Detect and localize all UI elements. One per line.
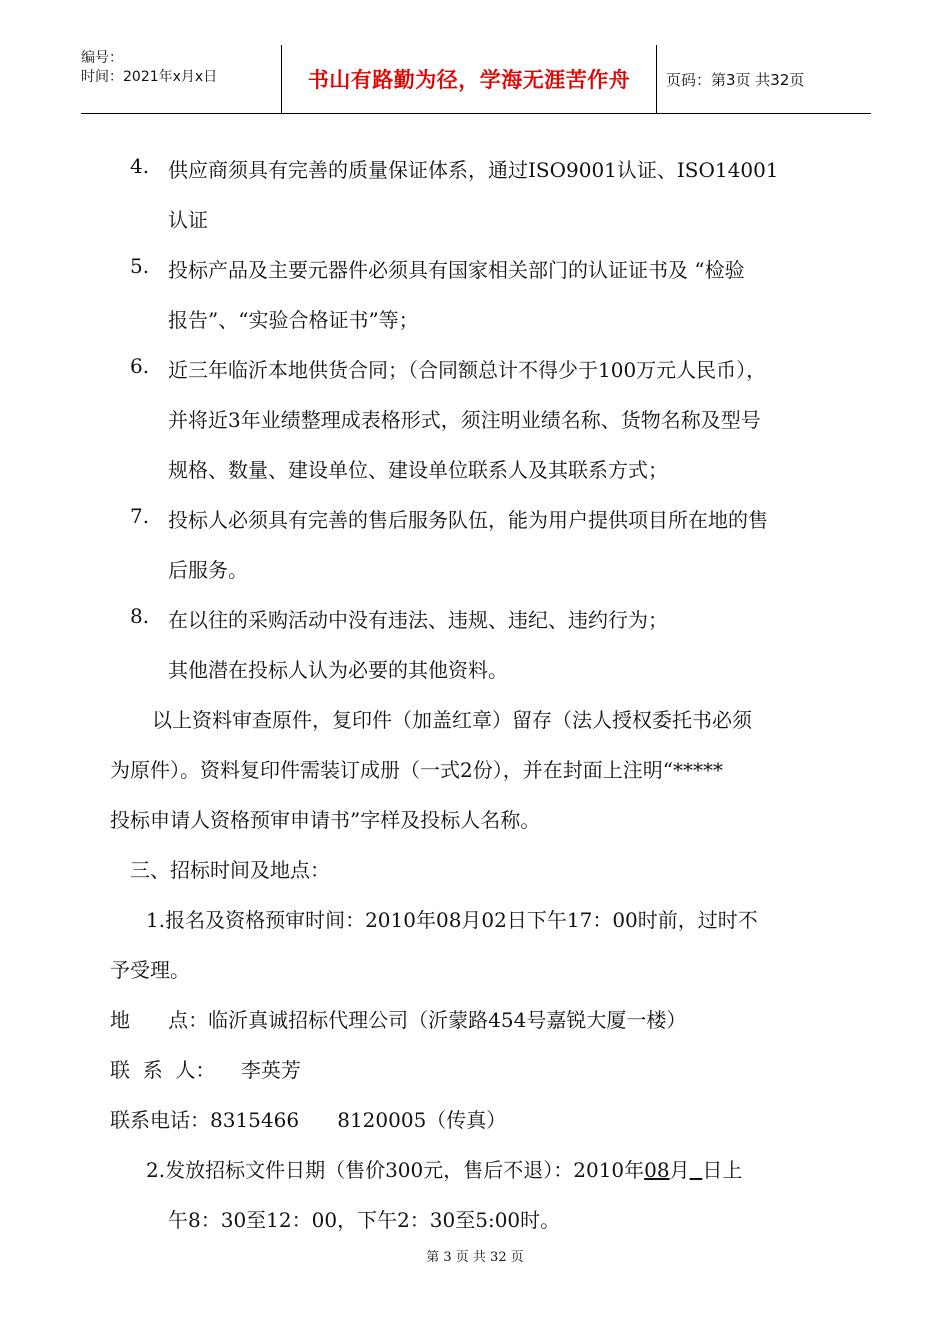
contact-phone-line: 联系电话：8315466 8120005（传真） xyxy=(110,1108,507,1132)
item-text-line: 并将近3年业绩整理成表格形式，须注明业绩名称、货物名称及型号 xyxy=(168,408,761,432)
issue-month: 08 xyxy=(644,1158,670,1182)
item-text-line: 后服务。 xyxy=(168,558,248,582)
header-motto: 书山有路勤为径，学海无涯苦作舟 xyxy=(307,68,631,92)
section-heading: 三、招标时间及地点： xyxy=(130,858,330,882)
item-text-line: 投标人必须具有完善的售后服务队伍，能为用户提供项目所在地的售 xyxy=(168,508,768,532)
header-page-label: 页码：第3页 共32页 xyxy=(666,70,805,89)
header-motto-cell xyxy=(281,45,657,113)
registration-time-line: 予受理。 xyxy=(110,958,190,982)
item-number: 8. xyxy=(130,604,150,628)
header-page-cell xyxy=(656,45,881,113)
paragraph-line: 为原件）。资料复印件需装订成册（一式2份），并在封面上注明“***** xyxy=(110,758,723,782)
item-number: 7. xyxy=(130,504,150,528)
item-text-line: 其他潜在投标人认为必要的其他资料。 xyxy=(168,658,508,682)
item-number: 4. xyxy=(130,154,150,178)
document-date-label: 时间：2021年x月x日 xyxy=(81,69,218,85)
item-text-line: 在以往的采购活动中没有违法、违规、违纪、违约行为； xyxy=(168,608,668,632)
document-number-label: 编号： xyxy=(81,50,123,66)
issue-month-unit: 月 xyxy=(669,1158,690,1182)
item-text-line: 认证 xyxy=(168,208,208,232)
document-issue-line: 午8：30至12：00，下午2：30至5:00时。 xyxy=(168,1208,561,1232)
contact-person-line: 联 系 人： 李英芳 xyxy=(110,1058,301,1082)
page-header xyxy=(81,45,871,114)
item-text-line: 规格、数量、建设单位、建设单位联系人及其联系方式； xyxy=(168,458,668,482)
item-text-line: 供应商须具有完善的质量保证体系，通过ISO9001认证、ISO14001 xyxy=(168,158,779,182)
item-number: 6. xyxy=(130,354,150,378)
paragraph-line: 以上资料审查原件，复印件（加盖红章）留存（法人授权委托书必须 xyxy=(152,708,752,732)
issue-day-blank xyxy=(690,1158,703,1182)
paragraph-line: 投标申请人资格预审申请书”字样及投标人名称。 xyxy=(110,808,541,832)
registration-time-line: 1.报名及资格预审时间：2010年08月02日下午17：00时前，过时不 xyxy=(146,908,758,932)
item-number: 5. xyxy=(130,254,150,278)
item-text-line: 近三年临沂本地供货合同；（合同额总计不得少于100万元人民币）， xyxy=(168,358,767,382)
page-footer: 第 3 页 共 32 页 xyxy=(426,1250,524,1265)
document-issue-line xyxy=(146,1154,742,1183)
location-line: 地 点：临沂真诚招标代理公司（沂蒙路454号嘉锐大厦一楼） xyxy=(110,1008,687,1032)
item-text-line: 报告”、“实验合格证书”等； xyxy=(168,308,419,332)
issue-date-prefix: 2.发放招标文件日期（售价300元，售后不退）：2010年 xyxy=(146,1158,645,1182)
header-meta xyxy=(81,45,281,117)
issue-date-suffix: 日上 xyxy=(702,1158,743,1182)
item-text-line: 投标产品及主要元器件必须具有国家相关部门的认证证书及 “检验 xyxy=(168,258,745,282)
